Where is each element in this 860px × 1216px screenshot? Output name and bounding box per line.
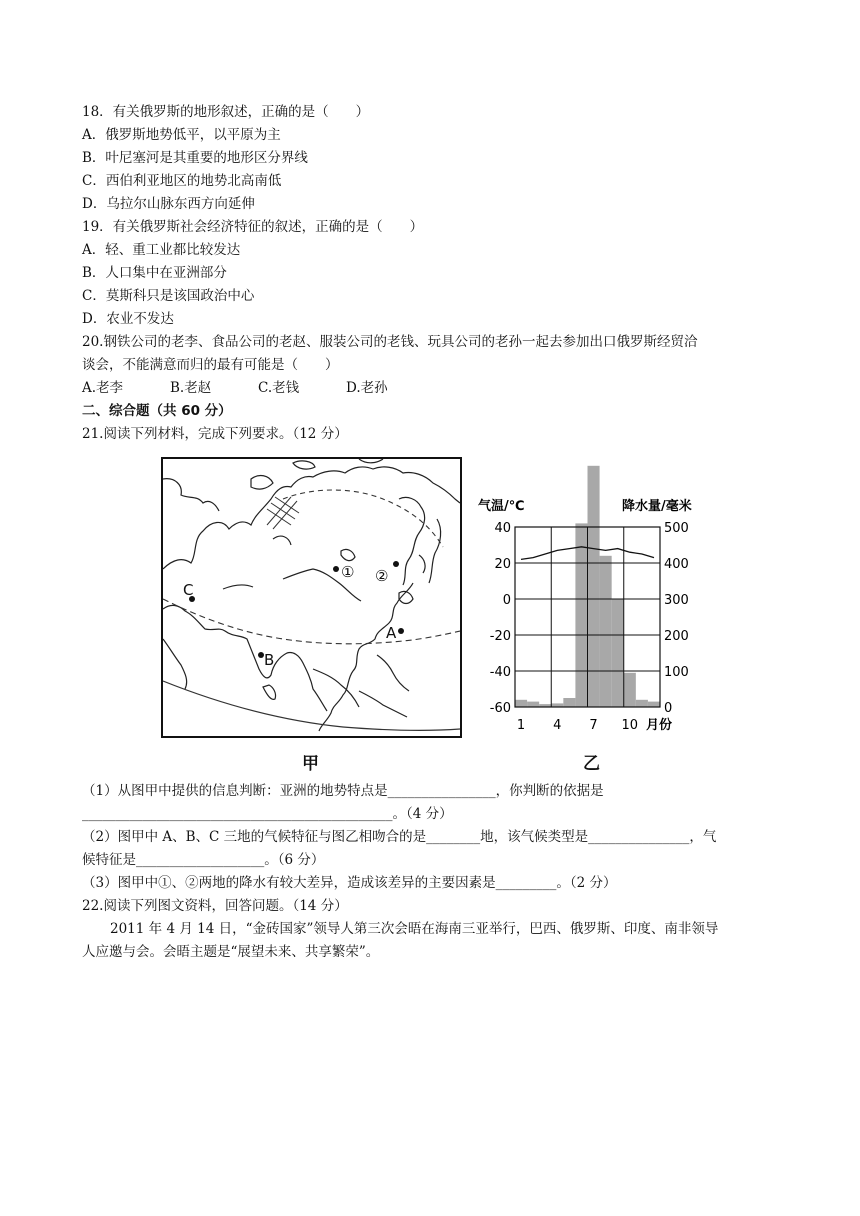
q21-sub2-line2: 候特征是___________________。（6 分） xyxy=(82,852,325,868)
q18-option-b: B．叶尼塞河是其重要的地形区分界线 xyxy=(82,150,308,166)
map-label-1: ① xyxy=(341,563,355,581)
q22-para-2: 人应邀与会。会晤主题是“展望未来、共享繁荣”。 xyxy=(82,944,380,960)
q21-sub1-line1: （1）从图甲中提供的信息判断：亚洲的地势特点是________________，你判断的依据是 xyxy=(82,783,604,799)
q19-option-a: A．轻、重工业都比较发达 xyxy=(82,242,241,258)
month-tick: 1 xyxy=(516,718,526,733)
q18-stem: 18．有关俄罗斯的地形叙述，正确的是（ ） xyxy=(82,104,370,120)
month-tick: 7 xyxy=(589,718,598,733)
q20-stem-2: 谈会，不能满意而归的最有可能是（ ） xyxy=(82,357,339,373)
precip-tick: 0 xyxy=(664,701,673,716)
q20-option-c: C.老钱 xyxy=(258,380,300,396)
q19-option-b: B．人口集中在亚洲部分 xyxy=(82,265,227,281)
precip-tick: 300 xyxy=(664,593,689,608)
precip-bar xyxy=(515,700,527,707)
q18-option-a: A．俄罗斯地势低平，以平原为主 xyxy=(82,127,281,143)
q18-option-c: C．西伯利亚地区的地势北高南低 xyxy=(82,173,282,189)
asia-map xyxy=(161,457,462,738)
q20-option-b: B.老赵 xyxy=(170,380,212,396)
q21-stem: 21.阅读下列材料，完成下列要求。（12 分） xyxy=(82,426,348,442)
q19-option-d: D．农业不发达 xyxy=(82,311,174,327)
q21-sub1-line2: ______________________________________________。（4 分） xyxy=(82,806,453,822)
temp-tick: 20 xyxy=(494,557,511,572)
month-tick: 10 xyxy=(621,718,639,733)
q22-para-1: 2011 年 4 月 14 日，“金砖国家”领导人第三次会晤在海南三亚举行，巴西、俄罗斯、印度、南非领导 xyxy=(110,921,719,937)
precip-tick: 500 xyxy=(664,521,689,536)
temp-tick: -20 xyxy=(489,629,511,644)
map-label-b: B xyxy=(264,651,275,669)
precip-bar xyxy=(527,702,539,707)
temp-tick: -40 xyxy=(489,665,511,680)
q20-option-d: D.老孙 xyxy=(346,380,388,396)
precip-bar xyxy=(575,523,587,707)
precip-bar xyxy=(636,700,648,707)
precip-bar xyxy=(600,556,612,707)
q21-sub3: （3）图甲中①、②两地的降水有较大差异，造成该差异的主要因素是_________。（2 分） xyxy=(82,875,617,891)
temp-axis-label: 气温/℃ xyxy=(478,499,525,514)
map-label-c: C xyxy=(183,581,194,599)
climate-chart xyxy=(470,457,710,747)
q20-option-a: A.老李 xyxy=(82,380,124,396)
map-label-2: ② xyxy=(375,567,389,585)
precip-tick: 400 xyxy=(664,557,689,572)
precip-bar xyxy=(563,698,575,707)
temp-tick: -60 xyxy=(489,701,511,716)
temp-tick: 40 xyxy=(494,521,511,536)
caption-left: 甲 xyxy=(302,754,319,774)
q19-stem: 19．有关俄罗斯社会经济特征的叙述，正确的是（ ） xyxy=(82,219,424,235)
q18-option-d: D．乌拉尔山脉东西方向延伸 xyxy=(82,196,255,212)
precip-bar xyxy=(612,599,624,707)
temp-tick: 0 xyxy=(502,593,511,608)
x-axis-label: 月份 xyxy=(646,718,673,733)
q20-options xyxy=(82,379,434,397)
precip-tick: 100 xyxy=(664,665,689,680)
precip-bar xyxy=(624,673,636,707)
q21-sub2-line1: （2）图甲中 A、B、C 三地的气候特征与图乙相吻合的是________地，该气候类型是_______________，气 xyxy=(82,829,717,845)
q20-stem-1: 20.钢铁公司的老李、食品公司的老赵、服装公司的老钱、玩具公司的老孙一起去参加出口俄罗斯经贸洽 xyxy=(82,334,698,350)
section-2-heading: 二、综合题（共 60 分） xyxy=(82,403,232,419)
precip-tick: 200 xyxy=(664,629,689,644)
map-label-a: A xyxy=(386,624,397,642)
q19-option-c: C．莫斯科只是该国政治中心 xyxy=(82,288,255,304)
q22-stem: 22.阅读下列图文资料，回答问题。（14 分） xyxy=(82,898,348,914)
precip-axis-label: 降水量/毫米 xyxy=(622,499,692,514)
precip-bar xyxy=(648,702,660,707)
caption-right: 乙 xyxy=(583,754,600,774)
month-tick: 4 xyxy=(553,718,562,733)
